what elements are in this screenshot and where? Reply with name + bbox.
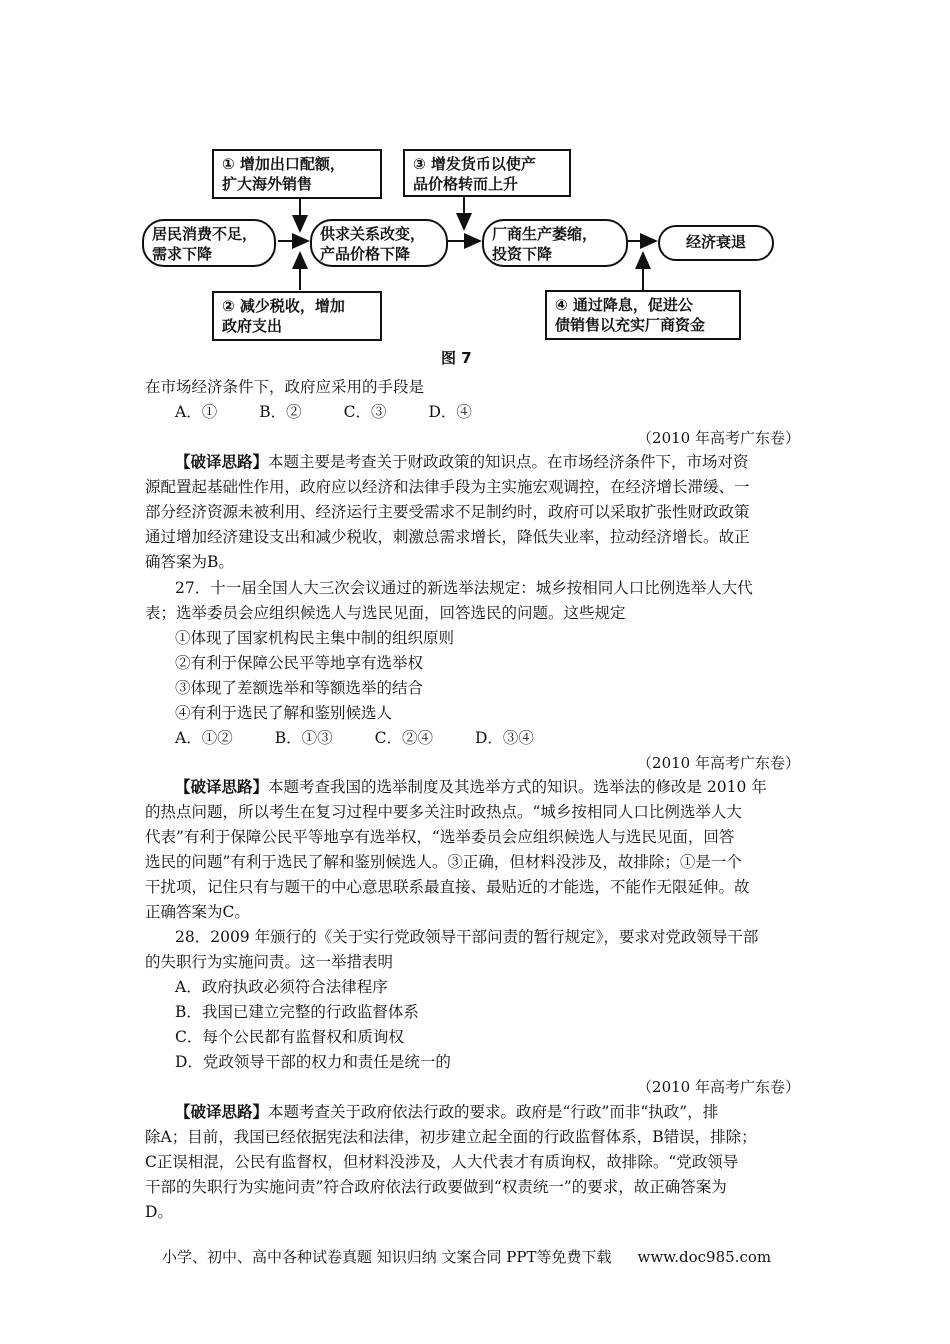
q28-analysis-line-2: 除A；目前，我国已经依据宪法和法律，初步建立起全面的行政监督体系，B错误，排除； (145, 1128, 757, 1146)
q26-stem: 在市场经济条件下，政府应采用的手段是 (145, 378, 425, 396)
node-low-demand-line-1: 居民消费不足， (152, 225, 258, 243)
node-production-shrink-line-1: 厂商生产萎缩， (492, 225, 598, 243)
policy-box-3-line-1: ③ 增发货币以使产 (413, 155, 536, 173)
q27-analysis-line-6: 正确答案为C。 (145, 903, 250, 921)
q27-analysis-line-4: 选民的问题”有利于选民了解和鉴别候选人。③正确，但材料没涉及，故排除；①是一个 (145, 853, 742, 871)
q28-option-a: A．政府执政必须符合法律程序 (175, 978, 388, 996)
policy-box-1 (212, 149, 382, 199)
q28-analysis-line-1 (175, 1101, 718, 1123)
node-production-shrink-line-2: 投资下降 (492, 245, 553, 263)
q27-item-2: ②有利于保障公民平等地享有选举权 (175, 654, 424, 672)
q28-analysis-line-5: D。 (145, 1203, 173, 1221)
q28-stem-line-2: 的失职行为实施问责。这一举措表明 (145, 953, 394, 971)
q28-analysis-title: 【破译思路】 (175, 1102, 269, 1121)
q26-analysis-line-3: 部分经济资源未被利用、经济运行主要受需求不足制约时，政府可以采取扩张性财政政策 (145, 503, 750, 521)
q27-option-a: A．①② (175, 729, 233, 747)
q27-stem-line-2: 表；选举委员会应组织候选人与选民见面，回答选民的问题。这些规定 (145, 604, 626, 622)
policy-box-2-line-2: 政府支出 (222, 317, 283, 335)
q26-source: （2010 年高考广东卷） (637, 429, 800, 447)
node-recession (658, 225, 774, 261)
q26-analysis-line-5: 确答案为B。 (145, 553, 234, 571)
q28-analysis-line-3: C正误相混，公民有监督权，但材料没涉及，人大代表才有质询权，故排除。“党政领导 (145, 1153, 739, 1171)
q26-options (175, 401, 514, 423)
q26-analysis-line-1 (175, 451, 749, 473)
policy-box-3 (403, 149, 571, 197)
q27-option-c: C．②④ (374, 729, 433, 747)
page-footer (162, 1246, 771, 1267)
q26-analysis-line-4: 通过增加经济建设支出和减少税收，刺激总需求增长，降低失业率，拉动经济增长。故正 (145, 528, 750, 546)
node-price-drop (310, 219, 448, 267)
q26-option-a: A．① (175, 403, 218, 421)
q26-option-d: D．④ (428, 403, 472, 421)
policy-box-1-line-1: ① 增加出口配额， (222, 155, 345, 173)
q27-analysis-line-5: 干扰项，记住只有与题干的中心意思联系最直接、最贴近的才能选，不能作无限延伸。故 (145, 878, 750, 896)
q28-analysis-text-1: 本题考查关于政府依法行政的要求。政府是“行政”而非“执政”，排 (268, 1103, 719, 1121)
q27-source: （2010 年高考广东卷） (637, 754, 800, 772)
q28-stem-line-1: 28．2009 年颁行的《关于实行党政领导干部问责的暂行规定》，要求对党政领导干部 (175, 928, 759, 946)
q27-options (175, 727, 576, 749)
policy-box-1-line-2: 扩大海外销售 (222, 175, 313, 193)
node-low-demand (142, 219, 276, 267)
policy-box-4 (545, 290, 741, 340)
figure-caption: 图 7 (441, 349, 472, 367)
q26-analysis-title: 【破译思路】 (175, 452, 269, 471)
node-recession-label: 经济衰退 (685, 233, 746, 251)
q27-option-d: D．③④ (474, 729, 534, 747)
q27-analysis-line-3: 代表”有利于保障公民平等地享有选举权，“选举委员会应组织候选人与选民见面，回答 (145, 828, 735, 846)
node-production-shrink (482, 219, 628, 267)
q26-analysis-text-1: 本题主要是考查关于财政政策的知识点。在市场经济条件下，市场对资 (268, 453, 749, 471)
footer-text: 小学、初中、高中各种试卷真题 知识归纳 文案合同 PPT等免费下载 (162, 1248, 612, 1266)
node-price-drop-line-1: 供求关系改变， (320, 225, 426, 243)
q27-analysis-line-1 (175, 776, 767, 798)
q28-option-d: D．党政领导干部的权力和责任是统一的 (175, 1053, 451, 1071)
q27-stem-line-1: 27．十一届全国人大三次会议通过的新选举法规定：城乡按相同人口比例选举人大代 (175, 579, 753, 597)
policy-box-4-line-1: ④ 通过降息，促进公 (555, 296, 693, 314)
node-low-demand-line-2: 需求下降 (152, 245, 213, 263)
node-price-drop-line-2: 产品价格下降 (320, 245, 411, 263)
q27-item-1: ①体现了国家机构民主集中制的组织原则 (175, 629, 455, 647)
q26-option-b: B．② (259, 403, 302, 421)
policy-box-2 (212, 291, 382, 341)
policy-box-3-line-2: 品价格转而上升 (413, 175, 519, 193)
q27-analysis-text-1: 本题考查我国的选举制度及其选举方式的知识。选举法的修改是 2010 年 (268, 778, 767, 796)
q27-analysis-title: 【破译思路】 (175, 777, 269, 796)
flow-diagram (140, 145, 780, 345)
q28-option-c: C．每个公民都有监督权和质询权 (175, 1028, 404, 1046)
footer-url[interactable]: www.doc985.com (637, 1248, 772, 1266)
q26-analysis-line-2: 源配置起基础性作用，政府应以经济和法律手段为主实施宏观调控，在经济增长滞缓、一 (145, 478, 750, 496)
policy-box-2-line-1: ② 减少税收，增加 (222, 297, 345, 315)
q28-source: （2010 年高考广东卷） (637, 1078, 800, 1096)
q26-option-c: C．③ (343, 403, 387, 421)
q27-analysis-line-2: 的热点问题，所以考生在复习过程中要多关注时政热点。“城乡按相同人口比例选举人大 (145, 803, 742, 821)
q28-option-b: B．我国已建立完整的行政监督体系 (175, 1003, 419, 1021)
q28-analysis-line-4: 干部的失职行为实施问责”符合政府依法行政要做到“权责统一”的要求，故正确答案为 (145, 1178, 727, 1196)
q27-item-3: ③体现了差额选举和等额选举的结合 (175, 679, 424, 697)
policy-box-4-line-2: 债销售以充实厂商资金 (555, 316, 706, 334)
q27-option-b: B．①③ (274, 729, 333, 747)
q27-item-4: ④有利于选民了解和鉴别候选人 (175, 704, 393, 722)
